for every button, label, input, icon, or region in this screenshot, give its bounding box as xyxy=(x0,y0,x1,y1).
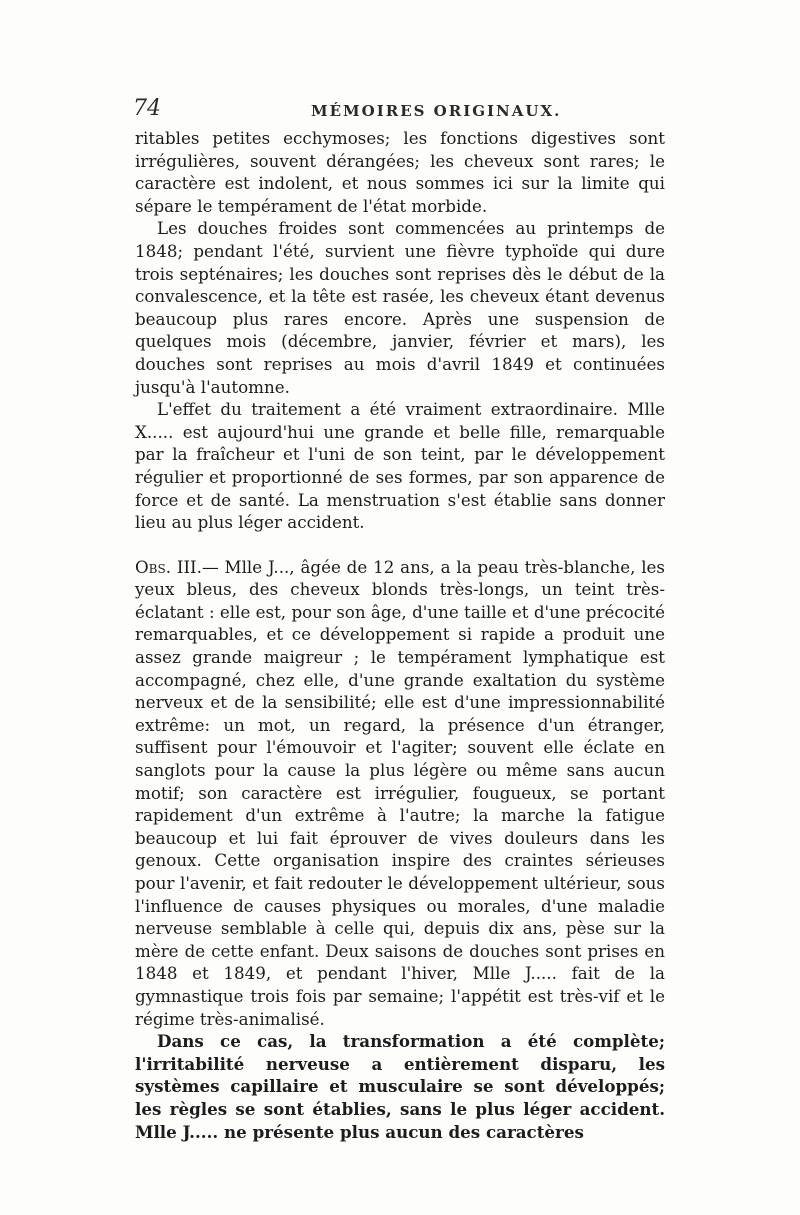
page-header xyxy=(133,96,665,126)
paragraph-effet: L'effet du traitement a été vraiment extraordinaire. Mlle X..... est aujourd'hui une grande et belle fille, remarquable par la fraîcheur et l'uni de son teint, par le développement régulier et proportionné de ses formes, par son apparence de force et de santé. La menstruation s'est établie sans donner lieu au plus léger accident. xyxy=(135,399,665,533)
paragraph-transformation: Dans ce cas, la transformation a été complète; l'irritabilité nerveuse a entièrement disparu, les systèmes capillaire et musculaire se sont développés; les règles se sont établies, sans le plus léger accident. Mlle J..... ne présente plus aucun des caractères xyxy=(135,1031,665,1142)
running-head: MÉMOIRES ORIGINAUX. xyxy=(311,102,562,120)
paragraph-observation-3 xyxy=(135,556,665,1030)
paragraph-continuation: ritables petites ecchymoses; les fonctions digestives sont irrégulières, souvent dérangées; les cheveux sont rares; le caractère est indolent, et nous sommes ici sur la limite qui sépare le tempérament de l'état morbide. xyxy=(135,128,665,216)
paragraph-douches: Les douches froides sont commencées au printemps de 1848; pendant l'été, survient une fièvre typhoïde qui dure trois septénaires; les douches sont reprises dès le début de la convalescence, et la tête est rasée, les cheveux étant devenus beaucoup plus rares encore. Après une suspension de quelques mois (décembre, janvier, février et mars), les douches sont reprises au mois d'avril 1849 et continuées jusqu'à l'automne. xyxy=(135,218,665,397)
paragraph-gap xyxy=(135,534,665,556)
observation-text: — Mlle J..., âgée de 12 ans, a la peau très-blanche, les yeux bleus, des cheveux blonds très-longs, un teint très-éclatant : elle est, pour son âge, d'une taille et d'une précocité remarquables, et ce développement si rapide a produit une assez grande maigreur ; le tempérament lymphatique est accompagné, chez elle, d'une grande exaltation du système nerveux et de la sensibilité; elle est d'une impressionnabilité extrême: un mot, un regard, la présence d'un étranger, suffisent pour l'émouvoir et l'agiter; souvent elle éclate en sanglots pour la cause la plus légère ou même sans aucun motif; son caractère est irrégulier, fougueux, se portant rapidement d'un extrême à l'autre; la marche la fatigue beaucoup et lui fait éprouver de vives douleurs dans les genoux. Cette organisation inspire des craintes sérieuses pour l'avenir, et fait redouter le développement ultérieur, sous l'influence de causes physiques ou morales, d'une maladie nerveuse semblable à celle qui, depuis dix ans, pèse sur la mère de cette enfant. Deux saisons de douches sont prises en 1848 et 1849, et pendant l'hiver, Mlle J..... fait de la gymnastique trois fois par semaine; l'appétit est très-vif et le régime très-animalisé. xyxy=(135,556,665,1029)
body-text xyxy=(135,127,665,1143)
page-number: 74 xyxy=(133,96,161,121)
observation-label: Obs. III. xyxy=(135,556,202,577)
